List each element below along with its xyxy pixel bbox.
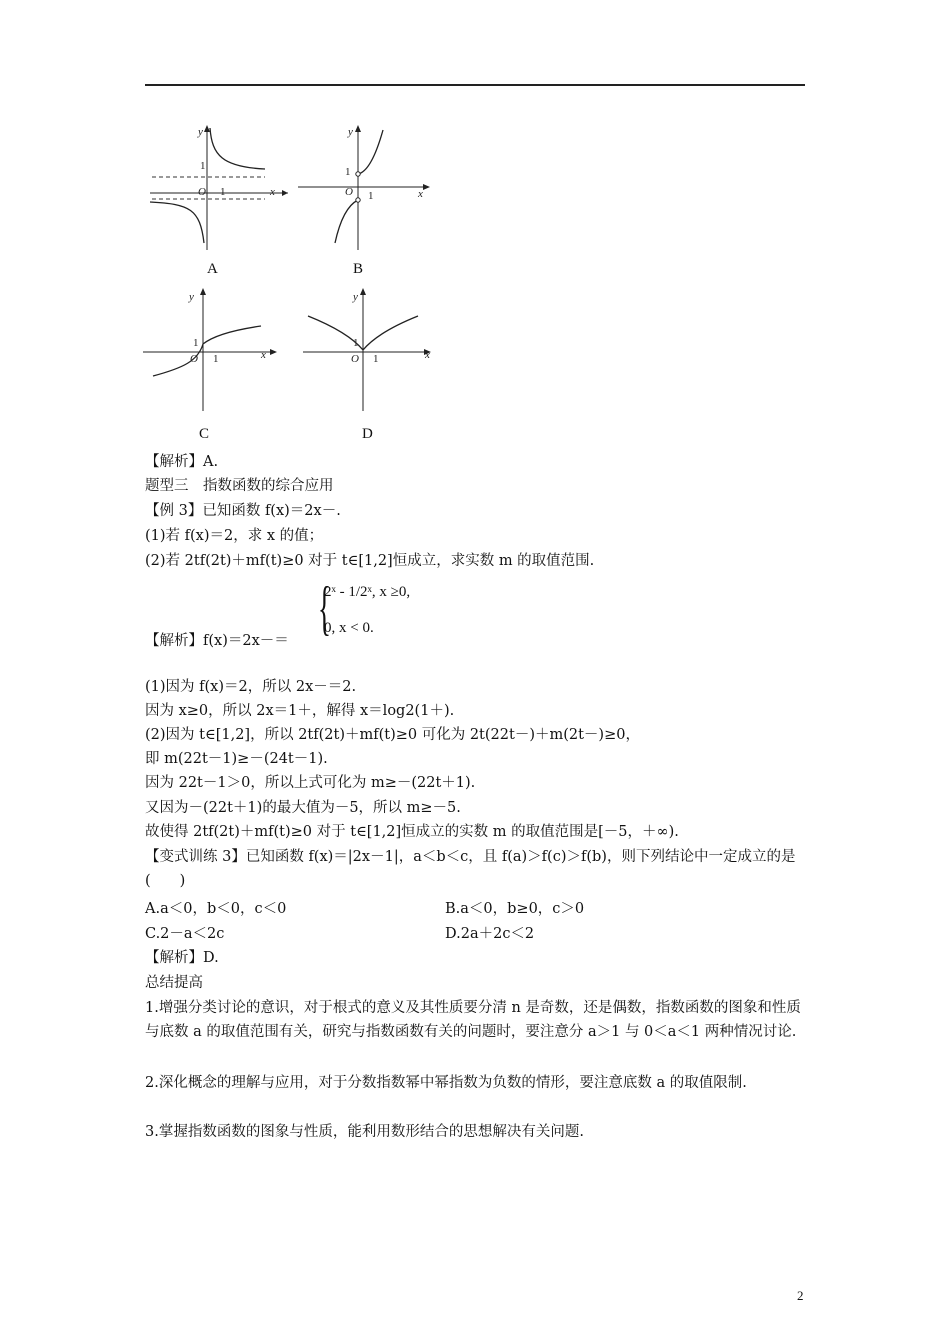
tick-label: 1: [213, 353, 219, 365]
summary-point-1: 1.增强分类讨论的意识，对于根式的意义及其性质要分清 n 是奇数，还是偶数，指数函数的图象和性质与底数 a 的取值范围有关，研究与指数函数有关的问题时，要注意分 a＞1 与 0＜a＜1 两种情况讨论.: [145, 1000, 801, 1040]
summary-point-2: 2.深化概念的理解与应用，对于分数指数幂中幂指数为负数的情形，要注意底数 a 的取值限制.: [145, 1075, 747, 1091]
summary-heading: 总结提高: [145, 975, 203, 991]
solution-line-5: 因为 22t－1＞0，所以上式可化为 m≥－(22t＋1).: [145, 775, 476, 791]
origin-label: O: [198, 186, 206, 198]
x-axis-label: x: [418, 188, 423, 200]
graph-a-plot: [150, 125, 290, 255]
origin-label: O: [351, 353, 359, 365]
y-axis-label: y: [348, 126, 353, 138]
tick-label: 1: [193, 337, 199, 349]
tick-label: 1: [345, 166, 351, 178]
graph-c-label: C: [199, 426, 210, 442]
y-axis-label: y: [189, 291, 194, 303]
graph-d-plot: [303, 286, 438, 416]
piecewise-row-2: 0, x < 0.: [324, 620, 374, 636]
graph-d: [303, 286, 438, 416]
analysis-intro: 【解析】f(x)＝2x－＝: [145, 633, 289, 649]
analysis-answer-1: 【解析】A.: [145, 454, 219, 470]
option-b: B.a＜0，b≥0，c＞0: [445, 901, 585, 917]
piecewise-formula: [318, 575, 438, 644]
graph-a-label: A: [207, 261, 218, 277]
x-axis-label: x: [270, 186, 275, 198]
example-3-part-1: (1)若 f(x)＝2，求 x 的值；: [145, 528, 324, 544]
graph-b: [298, 125, 433, 255]
tick-label: 1: [368, 190, 374, 202]
solution-line-3: (2)因为 t∈[1,2]，所以 2tf(2t)＋mf(t)≥0 可化为 2t(22t－)＋m(2t－)≥0，: [145, 727, 640, 743]
example-3-statement: 【例 3】已知函数 f(x)＝2x－.: [145, 503, 341, 519]
header-rule: [145, 84, 805, 86]
graph-c-plot: [143, 286, 283, 416]
graph-a: [150, 125, 290, 255]
tick-label: 1: [373, 353, 379, 365]
piecewise-row-1: 2ˣ - 1/2ˣ, x ≥0,: [324, 584, 411, 600]
origin-label: O: [345, 186, 353, 198]
section-title-type-3: 题型三 指数函数的综合应用: [145, 478, 334, 494]
solution-line-6: 又因为－(22t＋1)的最大值为－5，所以 m≥－5.: [145, 800, 461, 816]
tick-label: 1: [200, 160, 206, 172]
analysis-answer-2: 【解析】D.: [145, 950, 219, 966]
y-axis-label: y: [353, 291, 358, 303]
option-a: A.a＜0，b＜0，c＜0: [145, 901, 287, 917]
page-number: 2: [797, 1288, 804, 1303]
tick-label: 1: [220, 186, 226, 198]
graph-b-label: B: [353, 261, 364, 277]
summary-point-3: 3.掌握指数函数的图象与性质，能利用数形结合的思想解决有关问题.: [145, 1124, 584, 1140]
y-axis-label: y: [198, 126, 203, 138]
piecewise-brace: {: [318, 575, 331, 641]
graph-c: [143, 286, 283, 416]
x-axis-label: x: [425, 349, 430, 361]
x-axis-label: x: [261, 349, 266, 361]
option-d: D.2a＋2c＜2: [445, 926, 535, 942]
tick-label: 1: [353, 337, 359, 349]
solution-line-2: 因为 x≥0，所以 2x＝1＋，解得 x＝log2(1＋).: [145, 703, 455, 719]
origin-label: O: [190, 353, 198, 365]
solution-line-1: (1)因为 f(x)＝2，所以 2x－＝2.: [145, 679, 357, 695]
solution-conclusion: 故使得 2tf(2t)＋mf(t)≥0 对于 t∈[1,2]恒成立的实数 m 的取值范围是[－5，＋∞).: [145, 824, 679, 840]
graph-b-plot: [298, 125, 433, 255]
solution-line-4: 即 m(22t－1)≥－(24t－1).: [145, 751, 328, 767]
variant-exercise-3: 【变式训练 3】已知函数 f(x)＝|2x－1|，a＜b＜c，且 f(a)＞f(c)＞f(b)，则下列结论中一定成立的是( ): [145, 849, 796, 889]
option-c: C.2－a＜2c: [145, 926, 225, 942]
graph-d-label: D: [362, 426, 373, 442]
example-3-part-2: (2)若 2tf(2t)＋mf(t)≥0 对于 t∈[1,2]恒成立，求实数 m 的取值范围.: [145, 553, 595, 569]
